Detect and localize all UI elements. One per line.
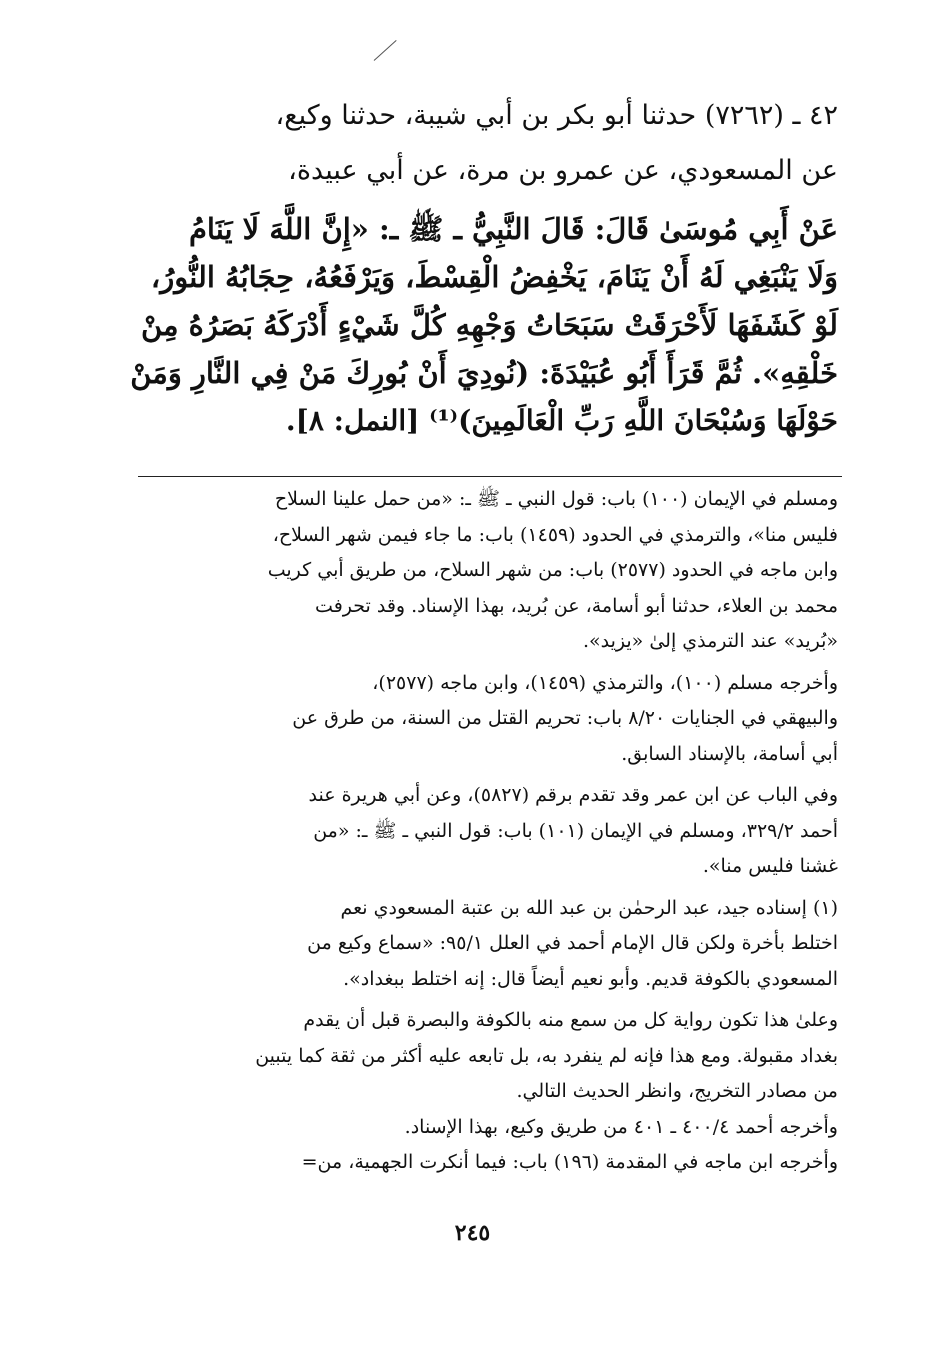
- footnote-paragraph: [138, 778, 838, 885]
- footnote-line: اختلط بأخرة ولكن قال الإمام أحمد في العلل ٩٥/١: «سماع وكيع من: [307, 932, 838, 954]
- footnote-line: وفي الباب عن ابن عمر وقد تقدم برقم (٥٨٢٧)، وعن أبي هريرة عند: [308, 784, 838, 806]
- footnote-line: فليس منا»، والترمذي في الحدود (١٤٥٩) باب: ما جاء فيمن شهر السلاح،: [272, 523, 838, 546]
- footnote-line: وأخرجه أحمد ٤٠٠/٤ ـ ٤٠١ من طريق وكيع، بهذا الإسناد.: [404, 1115, 838, 1138]
- footnote-line: من مصادر التخريج، وانظر الحديث التالي.: [516, 1080, 838, 1102]
- footnote-line: المسعودي بالكوفة قديم. وأبو نعيم أيضاً قال: إنه اختلط ببغداد».: [343, 967, 838, 990]
- footnote-line: أبي أسامة، بالإسناد السابق.: [621, 742, 838, 765]
- matn-line: لَوْ كَشَفَهَا لَأَحْرَقَتْ سَبَحَاتُ وَجْهِهِ كُلَّ شَيْءٍ أَدْرَكَهُ بَصَرُهُ مِنْ: [140, 308, 838, 342]
- footnote-paragraph: [138, 1003, 838, 1110]
- footnote-line: (١) إسناده جيد، عبد الرحمٰن بن عبد الله بن عتبة المسعودي نعم: [340, 896, 838, 919]
- matn-line: عَنْ أَبِي مُوسَىٰ قَالَ: قَالَ النَّبِيُّ ـ ﷺ ـ: «إِنَّ اللَّهَ لَا يَنَامُ: [188, 212, 838, 246]
- hadith-matn: [130, 205, 838, 445]
- footnote-line: محمد بن العلاء، حدثنا أبو أسامة، عن بُريد، بهذا الإسناد. وقد تحرفت: [315, 594, 838, 617]
- page-number: ٢٤٥: [454, 1220, 491, 1246]
- isnad-line: ٤٢ ـ (٧٢٦٢) حدثنا أبو بكر بن أبي شيبة، حدثنا وكيع،: [275, 100, 838, 131]
- footnote-line: غشنا فليس منا».: [702, 855, 838, 877]
- matn-line: حَوْلَهَا وَسُبْحَانَ اللَّهِ رَبِّ الْعَالَمِينَ)⁽¹⁾ [النمل: ٨].: [285, 404, 838, 437]
- footnote-line: «بُريد» عند الترمذي إلىٰ «يزيد».: [582, 630, 838, 652]
- isnad-line: عن المسعودي، عن عمرو بن مرة، عن أبي عبيدة،: [288, 155, 838, 186]
- matn-line: خَلْقِهِ». ثُمَّ قَرَأَ أَبُو عُبَيْدَةَ: (نُودِيَ أَنْ بُورِكَ مَنْ فِي النَّارِ وَمَنْ: [130, 356, 838, 390]
- footnote-paragraph: [138, 1110, 838, 1181]
- footnote-paragraph: [138, 891, 838, 998]
- footnote-line: ومسلم في الإيمان (١٠٠) باب: قول النبي ـ ﷺ ـ: «من حمل علينا السلاح: [274, 488, 838, 510]
- footnote-paragraph: [138, 482, 838, 660]
- hadith-isnad: [138, 88, 838, 198]
- matn-line: وَلَا يَنْبَغِي لَهُ أَنْ يَنَامَ، يَخْفِضُ الْقِسْطَ، وَيَرْفَعُهُ، حِجَابُهُ النُّورُ،: [150, 260, 838, 294]
- footnote-line: بغداد مقبولة. ومع هذا فإنه لم ينفرد به، بل تابعه عليه أكثر من ثقة كما يتبين: [255, 1044, 838, 1067]
- footnote-line: وابن ماجه في الحدود (٢٥٧٧) باب: من شهر السلاح، من طريق أبي كريب: [267, 559, 838, 581]
- footnotes: [138, 482, 838, 1181]
- footnote-line: وعلىٰ هذا تكون رواية كل من سمع منه بالكوفة والبصرة قبل أن يقدم: [303, 1009, 838, 1031]
- footnote-paragraph: [138, 666, 838, 773]
- footnote-divider: [138, 476, 842, 477]
- footnote-line: والبيهقي في الجنايات ٨/٢٠ باب: تحريم القتل من السنة، من طرق عن: [292, 707, 838, 729]
- footnote-line: وأخرجه مسلم (١٠٠)، والترمذي (١٤٥٩)، وابن ماجه (٢٥٧٧)،: [372, 671, 838, 694]
- footnote-line: أحمد ٣٢٩/٢، ومسلم في الإيمان (١٠١) باب: قول النبي ـ ﷺ ـ: «من: [313, 819, 838, 842]
- footnote-line: وأخرجه ابن ماجه في المقدمة (١٩٦) باب: فيما أنكرت الجهمية، من=: [301, 1151, 838, 1173]
- stray-pen-mark: [374, 40, 397, 61]
